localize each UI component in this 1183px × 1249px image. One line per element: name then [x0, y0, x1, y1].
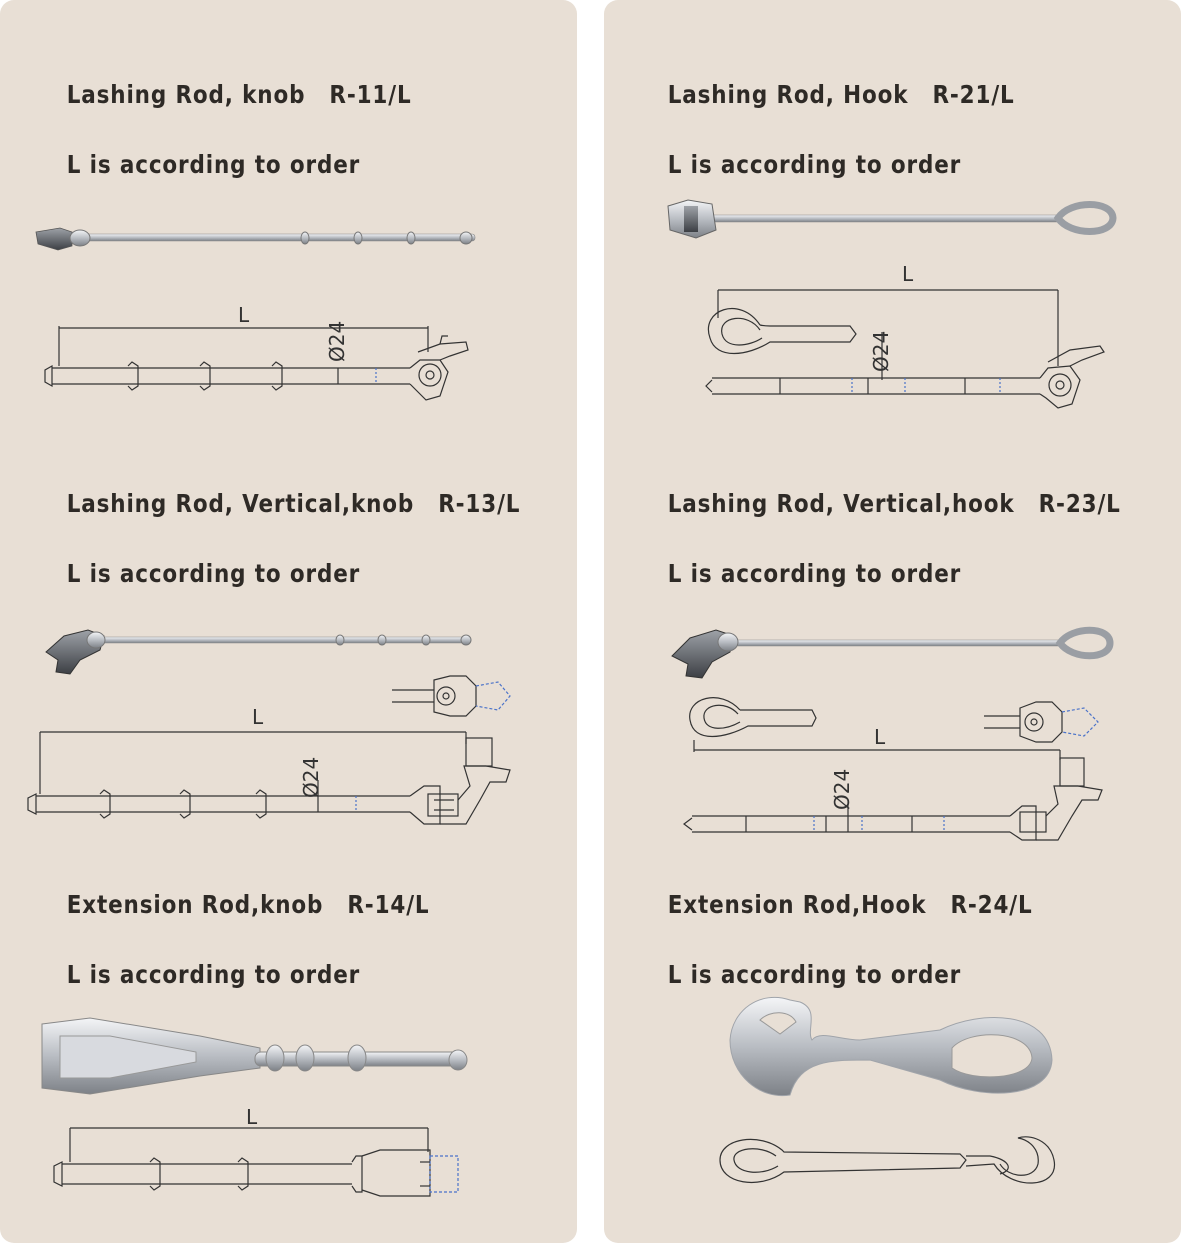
- dimension-diameter-label: Ø24: [325, 320, 349, 362]
- product-note: L is according to order: [667, 960, 962, 989]
- product-code: R-21/L: [932, 80, 1015, 109]
- product-note: L is according to order: [66, 559, 361, 588]
- r21-photo: [668, 200, 1113, 238]
- dimension-length-label: L: [238, 303, 250, 327]
- r13-photo: [46, 630, 471, 674]
- r24-drawing: [720, 1137, 1054, 1183]
- product-code: R-24/L: [950, 890, 1033, 919]
- dimension-length-label: L: [252, 705, 264, 729]
- product-note: L is according to order: [66, 960, 361, 989]
- dimension-length-label: L: [874, 725, 886, 749]
- r11-photo: [36, 228, 475, 250]
- r14-drawing: [54, 1128, 458, 1196]
- r24-photo: [730, 997, 1052, 1095]
- product-note: L is according to order: [667, 559, 962, 588]
- dimension-diameter-label: Ø24: [830, 768, 854, 810]
- product-name: Lashing Rod, knob: [66, 80, 306, 109]
- r23-photo: [672, 630, 1110, 678]
- product-name: Extension Rod,Hook: [667, 890, 927, 919]
- product-name: Extension Rod,knob: [66, 890, 324, 919]
- r14-photo: [42, 1018, 467, 1094]
- product-code: R-11/L: [329, 80, 412, 109]
- product-name: Lashing Rod, Hook: [667, 80, 909, 109]
- dimension-diameter-label: Ø24: [869, 330, 893, 372]
- product-code: R-14/L: [347, 890, 430, 919]
- product-code: R-13/L: [438, 489, 521, 518]
- dimension-diameter-label: Ø24: [299, 756, 323, 798]
- r23-drawing: [684, 698, 1102, 840]
- product-name: Lashing Rod, Vertical,hook: [667, 489, 1015, 518]
- dimension-length-label: L: [246, 1105, 258, 1129]
- r11-drawing: [45, 326, 468, 400]
- product-name: Lashing Rod, Vertical,knob: [66, 489, 415, 518]
- product-note: L is according to order: [66, 150, 361, 179]
- product-code: R-23/L: [1038, 489, 1121, 518]
- product-note: L is according to order: [667, 150, 962, 179]
- r13-drawing: [28, 676, 510, 824]
- dimension-length-label: L: [902, 262, 914, 286]
- r21-drawing: [706, 290, 1104, 408]
